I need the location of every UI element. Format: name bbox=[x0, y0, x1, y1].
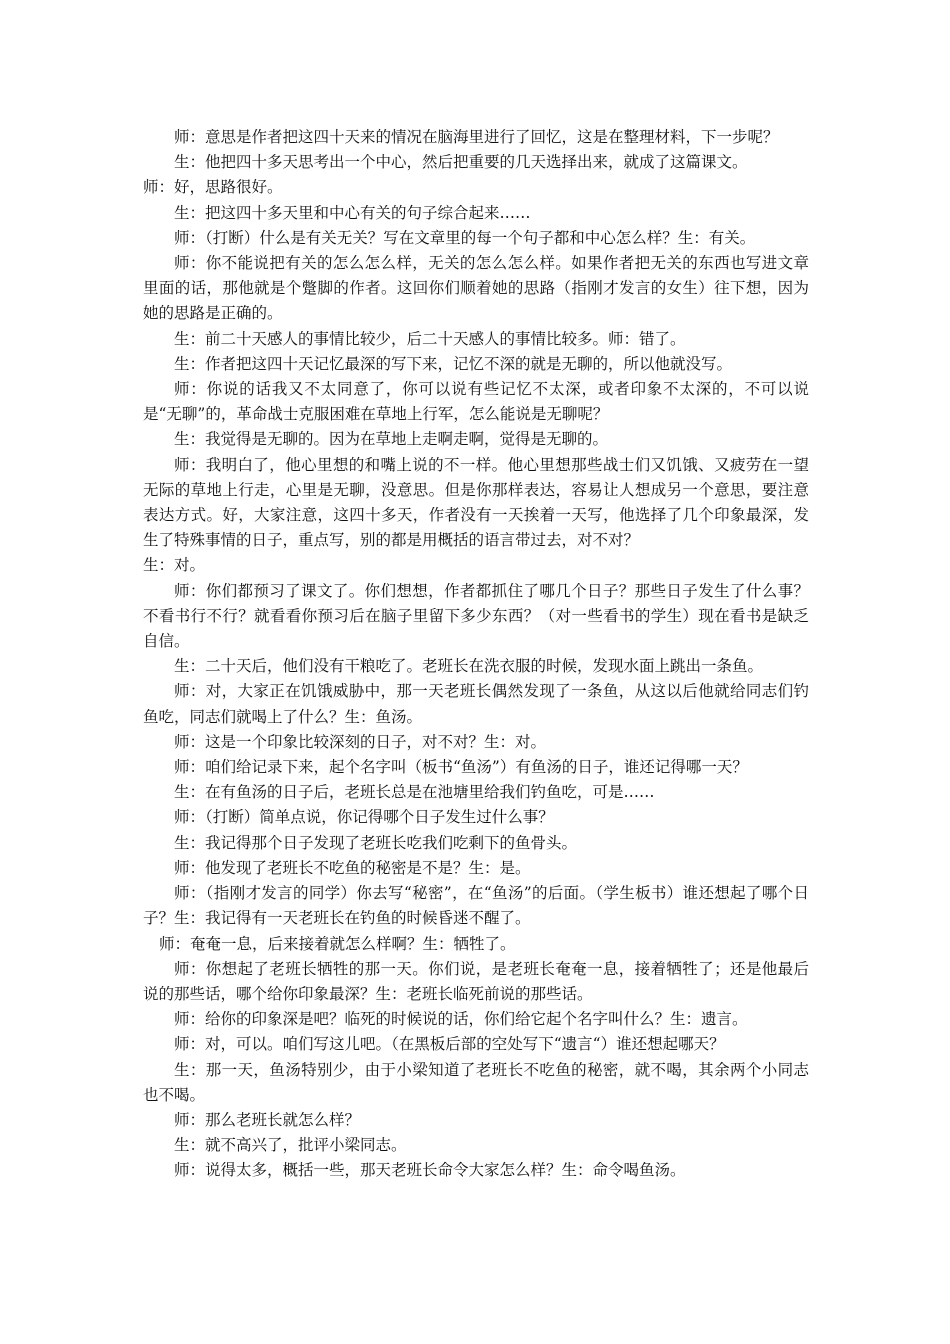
paragraph: 师：给你的印象深是吧？临死的时候说的话，你们给它起个名字叫什么？生：遗言。 bbox=[174, 1010, 748, 1029]
paragraph: 师：好，思路很好。 bbox=[143, 178, 283, 197]
paragraph: 师：那么老班长就怎么样？ bbox=[174, 1110, 361, 1129]
paragraph: 师：你想起了老班长牺牲的那一天。你们说，是老班长奄奄一息，接着牺牲了；还是他最后说的那些话，哪个给你印象最深？生：老班长临死前说的那些话。 bbox=[143, 959, 809, 1003]
paragraph: 生：就不高兴了，批评小梁同志。 bbox=[174, 1136, 407, 1155]
paragraph: 生：前二十天感人的事情比较少，后二十天感人的事情比较多。师：错了。 bbox=[174, 329, 686, 348]
paragraph: 生：二十天后，他们没有干粮吃了。老班长在洗衣服的时候，发现水面上跳出一条鱼。 bbox=[174, 657, 764, 676]
paragraph: 师：对，可以。咱们写这儿吧。（在黑板后部的空处写下“遗言“）谁还想起哪天？ bbox=[174, 1035, 725, 1054]
paragraph: 师：你们都预习了课文了。你们想想，作者都抓住了哪几个日子？那些日子发生了什么事？不看书行不行？就看看你预习后在脑子里留下多少东西？（对一些看书的学生）现在看书是缺乏自信。 bbox=[143, 581, 809, 651]
paragraph: 生：作者把这四十天记忆最深的写下来，记忆不深的就是无聊的，所以他就没写。 bbox=[174, 354, 733, 373]
paragraph: 生：对。 bbox=[143, 556, 206, 575]
paragraph: 师：他发现了老班长不吃鱼的秘密是不是？生：是。 bbox=[174, 858, 531, 877]
paragraph: 师：这是一个印象比较深刻的日子，对不对？生：对。 bbox=[174, 732, 547, 751]
paragraph: 师：（打断）什么是有关无关？写在文章里的每一个句子都和中心怎么样？生：有关。 bbox=[174, 228, 756, 247]
paragraph: 师：你说的话我又不太同意了，你可以说有些记忆不太深，或者印象不太深的，不可以说是“无聊”的，革命战士克服困难在草地上行军，怎么能说是无聊呢？ bbox=[143, 380, 809, 424]
paragraph: 生：我觉得是无聊的。因为在草地上走啊走啊，觉得是无聊的。 bbox=[174, 430, 609, 449]
paragraph: 师：意思是作者把这四十天来的情况在脑海里进行了回忆，这是在整理材料，下一步呢？ bbox=[174, 128, 779, 146]
paragraph: 生：在有鱼汤的日子后，老班长总是在池塘里给我们钓鱼吃，可是…… bbox=[174, 783, 655, 802]
paragraph: 生：他把四十多天思考出一个中心，然后把重要的几天选择出来，就成了这篇课文。 bbox=[174, 153, 748, 172]
paragraph: 师：奄奄一息，后来接着就怎么样啊？生：牺牲了。 bbox=[159, 934, 516, 953]
paragraph: 师：咱们给记录下来，起个名字叫（板书“鱼汤”）有鱼汤的日子，谁还记得哪一天？ bbox=[174, 758, 748, 777]
paragraph: 师：你不能说把有关的怎么怎么样，无关的怎么怎么样。如果作者把无关的东西也写进文章里面的话，那他就是个蹩脚的作者。这回你们顺着她的思路（指刚才发言的女生）往下想，因为她的思路是正确的。 bbox=[143, 254, 809, 323]
transcript-body bbox=[143, 125, 809, 1184]
paragraph: 生：那一天，鱼汤特别少，由于小梁知道了老班长不吃鱼的秘密，就不喝，其余两个小同志也不喝。 bbox=[143, 1060, 809, 1104]
paragraph: 生：把这四十多天里和中心有关的句子综合起来…… bbox=[174, 203, 531, 222]
paragraph: 师：说得太多，概括一些，那天老班长命令大家怎么样？生：命令喝鱼汤。 bbox=[174, 1161, 686, 1180]
paragraph: 生：我记得那个日子发现了老班长吃我们吃剩下的鱼骨头。 bbox=[174, 833, 578, 852]
paragraph: 师：对，大家正在饥饿威胁中，那一天老班长偶然发现了一条鱼，从这以后他就给同志们钓鱼吃，同志们就喝上了什么？生：鱼汤。 bbox=[143, 682, 809, 726]
paragraph: 师：（打断）简单点说，你记得哪个日子发生过什么事？ bbox=[174, 808, 554, 827]
paragraph: 师：我明白了，他心里想的和嘴上说的不一样。他心里想那些战士们又饥饿、又疲劳在一望无际的草地上行走，心里是无聊，没意思。但是你那样表达，容易让人想成另一个意思，要注意表达方式。好，大家注意，这四十多天，作者没有一天挨着一天写，他选择了几个印象最深，发生了特殊事情的日子，重点写，别的都是用概括的语言带过去，对不对？ bbox=[143, 455, 809, 550]
paragraph: 师：（指刚才发言的同学）你去写“秘密”，在“鱼汤”的后面。（学生板书）谁还想起了哪个日子？生：我记得有一天老班长在钓鱼的时候昏迷不醒了。 bbox=[143, 884, 809, 928]
